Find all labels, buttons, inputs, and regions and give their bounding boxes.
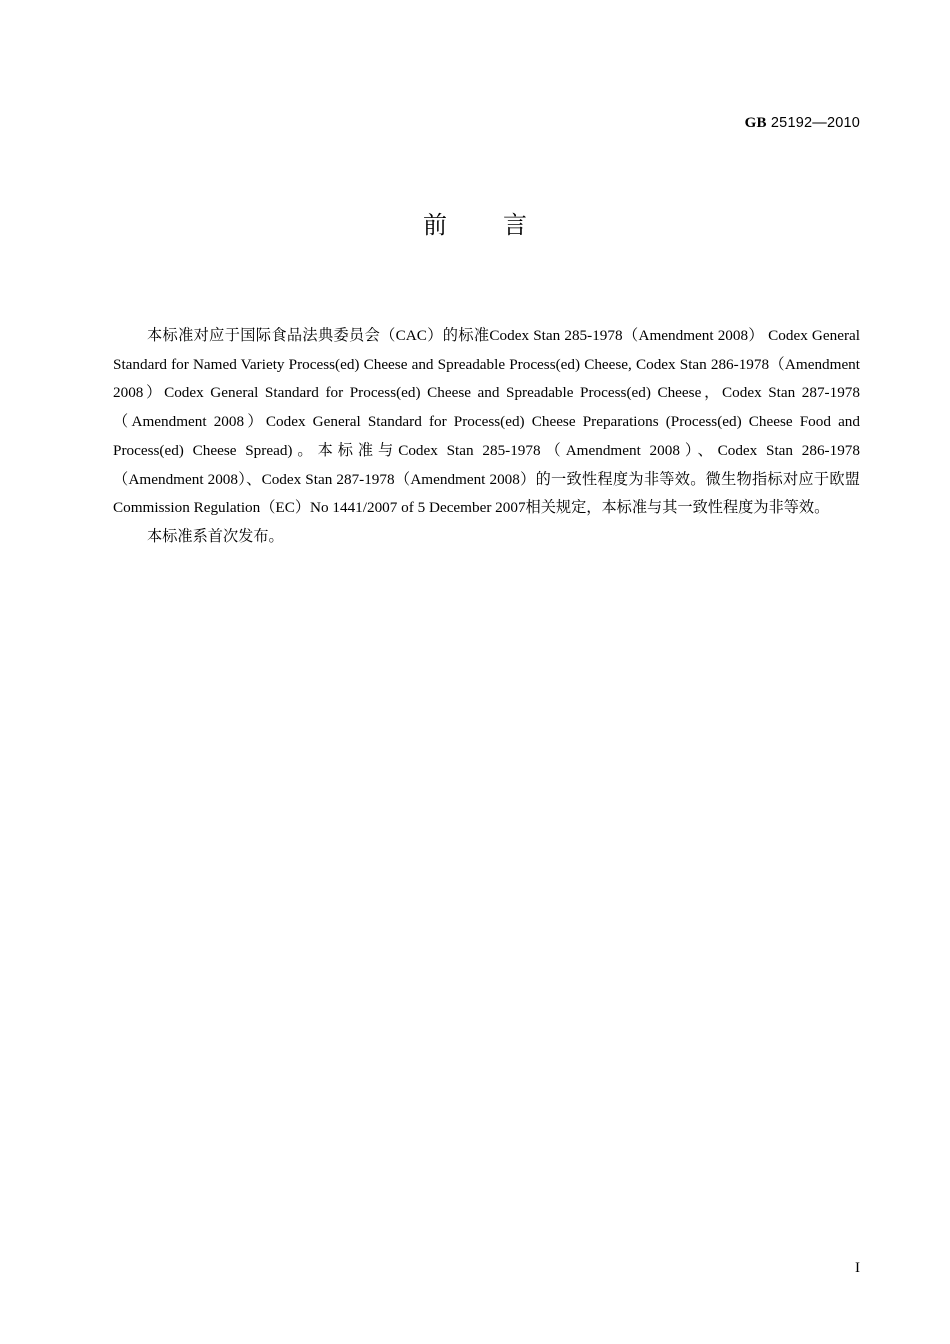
standard-number: 25192—2010 (770, 115, 860, 131)
paragraph-correspondence: 本标准对应于国际食品法典委员会（CAC）的标准Codex Stan 285-1978（Amendment 2008） Codex General Standard for Named Variety Process(ed) Cheese and Spreadable Process(ed) Cheese, Codex Stan 286-1978（Amendment 2008）Codex General Standard for Process(ed) Cheese and Spreadable Process(ed) Cheese，Codex Stan 287-1978（Amendment 2008）Codex General Standard for Process(ed) Cheese Preparations (Process(ed) Cheese Food and Process(ed) Cheese Spread)。本标准与Codex Stan 285-1978（Amendment 2008）、Codex Stan 286-1978（Amendment 2008）、Codex Stan 287-1978（Amendment 2008）的一致性程度为非等效。微生物指标对应于欧盟Commission Regulation（EC）No 1441/2007 of 5 December 2007相关规定，本标准与其一致性程度为非等效。 (113, 327, 860, 517)
body-text (113, 322, 860, 552)
paragraph-first-issue: 本标准系首次发布。 (147, 527, 284, 545)
page-title: 前言 (423, 211, 583, 239)
page-number: I (855, 1260, 860, 1276)
standard-code: GB (744, 115, 767, 131)
page-header (745, 115, 860, 132)
